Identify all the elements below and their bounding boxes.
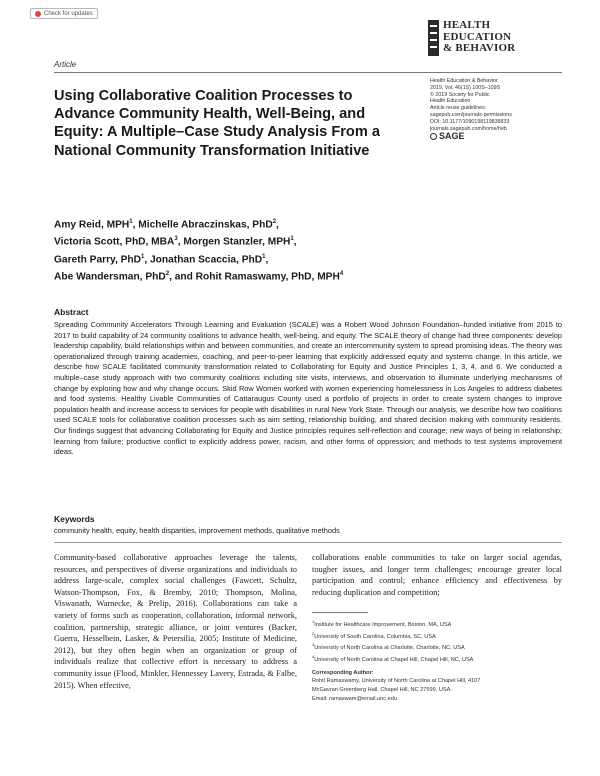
author-list <box>54 215 394 285</box>
affiliation: $^4$University of North Carolina at Chapel Hill, Chapel Hill, NC, USA <box>312 653 474 663</box>
journal-name-line3: & BEHAVIOR <box>443 42 516 54</box>
journal-logo <box>428 20 515 56</box>
author-line: Victoria Scott, PhD, MBA$^3$, Morgen Stanzler, MPH$^1$, <box>54 236 297 248</box>
meta-line: Health Education & Behavior <box>430 78 498 84</box>
journal-name-line1: HEALTH <box>443 19 491 31</box>
publisher-logo <box>430 133 570 140</box>
corresponding-email[interactable]: Email: ramaswam@email.unc.edu <box>312 696 397 703</box>
journal-name <box>443 20 515 55</box>
body-text-right-column: collaborations enable communities to take on larger social agendas, tougher issues, and longer term challenges; encourage greater local participation and control; enhance efficiency and effectiveness by reducing duplication and competition; <box>312 553 562 597</box>
author-line: Abe Wandersman, PhD$^2$, and Rohit Ramaswamy, PhD, MPH$^4$ <box>54 271 344 283</box>
publication-meta <box>430 78 570 140</box>
abstract-text: Spreading Community Accelerators Through Learning and Evaluation (SCALE) was a Robert Wood Johnson Foundation–funded initiative from 2015 to 2017 to build capability of 24 community coalitions to advance health, well-being, and equity. The SCALE theory of change had three components: develop leadership capability, build relationships within and between communities, and create an intercommunity system to spread promising ideas. The theory was operationalized through training academies, coaching, and peer-to-peer learning that explicitly addressed equity and systems change. In this article, we describe how SCALE facilitated community transformation related to Collaborating for Equity and Justice Principles 1, 3, 4, and 6. We conducted a multiple–case study approach with two community coalitions including site visits, interviews, and observation to illuminate underlying mechanisms of change by exploring how and why change occurs. Skid Row Women worked with women experiencing homelessness in Los Angeles to address diabetes and food systems. Healthy Livable Communities of Cattaraugus County used a portfolio of projects in order to create system changes to improve population health and increase access to services for people with disabilities in rural New York State. Through our analysis, we describe how two coalitions used SCALE tools for collaborative coalition processes such as aim setting, relationship building, and shared decision making with community residents. Our findings suggest that advancing Collaborating for Equity and Justice principles requires self-reflection and courage; new ways of being in relationship; learning from failure; productive conflict to explicitly address power, racism, and other forms of oppression; and methods to test systems improvement ideas. <box>54 320 562 457</box>
meta-line: 2019, Vol. 46(1S) 100S–109S <box>430 84 501 91</box>
article-title: Using Collaborative Coalition Processes to Advance Community Health, Well-Being, and Equity: A Multiple–Case Study Analysis From a National Community Transformation Initiative <box>54 88 380 159</box>
check-updates-label: Check for updates <box>44 10 93 17</box>
meta-line: Health Education <box>430 98 471 105</box>
corresponding-line: Rohit Ramaswamy, University of North Carolina at Chapel Hill, 4107 <box>312 678 481 685</box>
article-type: Article <box>54 60 77 69</box>
body-text-left-column: Community-based collaborative approaches leverage the talents, resources, and perspectives of diverse organizations and individuals to address large-scale, complex social challenges (Fawcett, Schultz, Watson-Thompson, Fox, & Bremby, 2010; Thompson, Molina, Viswanath, Warnecke, & Prelip, 2016). Collaborations can take a variety of forms such as cooperation, collaboration, informal network, coalition, partnership, strategic alliance, or joint ventures (Backer, Guerra, Hesselbein, Lasker, & Petersilia, 2005; Institute of Medicine, 2012), but they often begin when an organization or group of individuals realize that collective effort is necessary to address a community issue (Flood, Minkler, Hennessey Lavery, Estrada, & Falbe, 2015). When effective, <box>54 553 297 690</box>
corresponding-heading: Corresponding Author: <box>312 669 374 676</box>
journal-home-link[interactable]: journals.sagepub.com/home/heb <box>430 125 507 132</box>
affiliation: $^3$University of North Carolina at Charlotte, Charlotte, NC, USA <box>312 642 465 652</box>
keywords-text: community health, equity, health disparities, improvement methods, qualitative methods <box>54 526 340 535</box>
permissions-link[interactable]: sagepub.com/journals-permissions <box>430 111 512 118</box>
check-for-updates-button[interactable] <box>30 8 98 19</box>
corresponding-author <box>312 669 562 704</box>
author-line: Gareth Parry, PhD$^1$, Jonathan Scaccia, PhD$^1$, <box>54 253 269 266</box>
update-icon <box>35 11 41 17</box>
keywords-divider <box>54 542 562 543</box>
sage-logo-icon <box>430 133 437 140</box>
doi-link[interactable]: DOI: 10.1177/1090198119838833 <box>430 118 510 125</box>
affiliation: $^2$University of South Carolina, Columbia, SC, USA <box>312 630 436 640</box>
meta-line: © 2019 Society for Public <box>430 91 490 98</box>
footnotes <box>312 618 562 704</box>
corresponding-line: McGavran Greenberg Hall, Chapel Hill, NC 27599, USA. <box>312 687 452 694</box>
header-divider <box>54 72 562 73</box>
keywords-heading: Keywords <box>54 514 95 524</box>
author-line: Amy Reid, MPH$^1$, Michelle Abraczinskas, PhD$^2$, <box>54 219 279 231</box>
meta-line: Article reuse guidelines: <box>430 105 487 112</box>
affiliation: $^1$Institute for Healthcare Improvement, Boston, MA, USA <box>312 619 452 628</box>
footnote-divider <box>312 612 368 613</box>
publisher-name: SAGE <box>439 131 465 142</box>
journal-name-line2: EDUCATION <box>443 30 512 43</box>
abstract-heading: Abstract <box>54 307 89 317</box>
journal-logo-icon <box>428 20 439 56</box>
